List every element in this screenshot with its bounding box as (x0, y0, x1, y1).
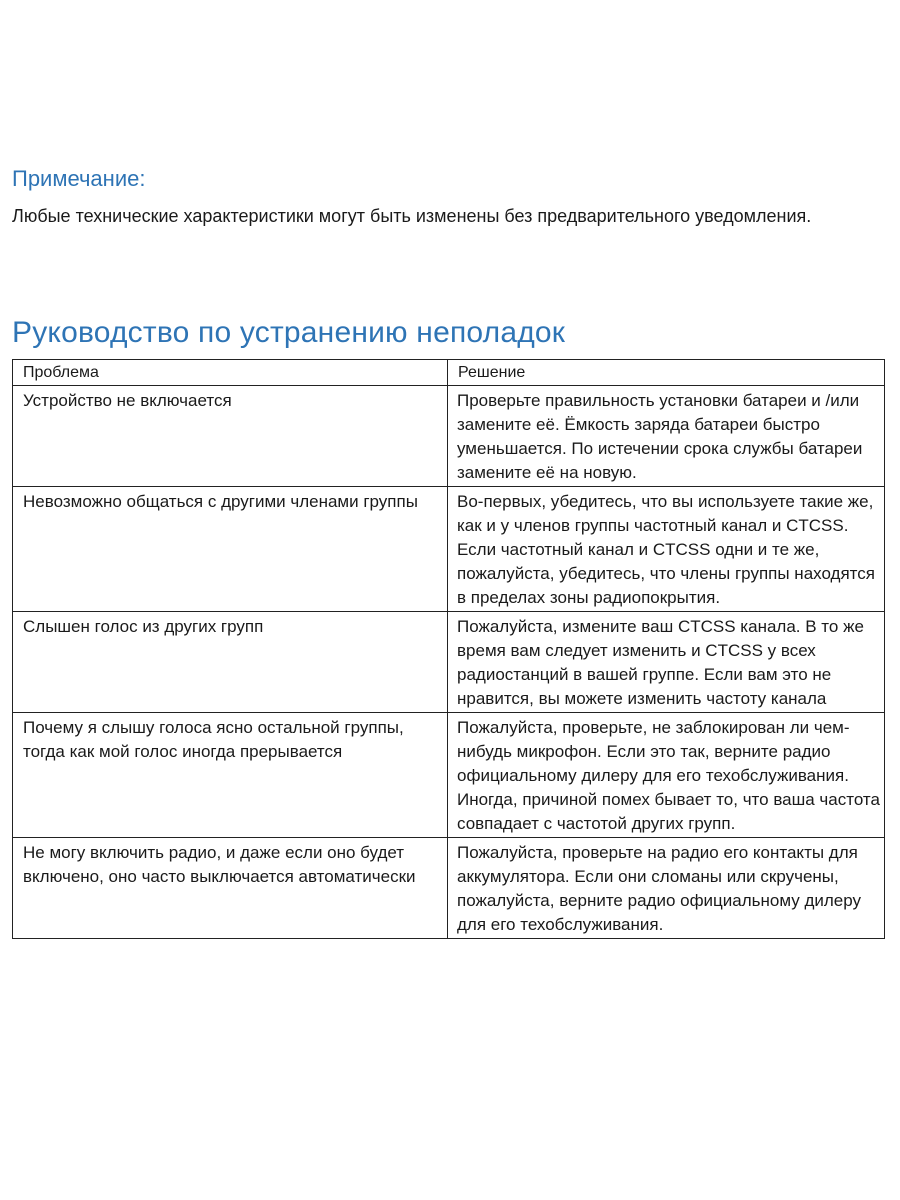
solution-cell: Пожалуйста, проверьте, не заблокирован ли чем-нибудь микрофон. Если это так, верните радио официальному дилеру для его техобслуживания. Иногда, причиной помех бывает то, что ваша частота совпадает с частотой других групп. (448, 713, 885, 838)
problem-cell: Почему я слышу голоса ясно остальной группы, тогда как мой голос иногда прерывается (13, 713, 448, 838)
table-row (13, 487, 885, 612)
solution-cell: Пожалуйста, проверьте на радио его контакты для аккумулятора. Если они сломаны или скручены, пожалуйста, верните радио официальному дилеру для его техобслуживания. (448, 838, 885, 939)
note-heading: Примечание: (12, 166, 146, 191)
note-text: Любые технические характеристики могут быть изменены без предварительного уведомления. (12, 206, 812, 226)
table-row (13, 612, 885, 713)
problem-cell: Не могу включить радио, и даже если оно будет включено, оно часто выключается автоматически (13, 838, 448, 939)
problem-cell: Невозможно общаться с другими членами группы (13, 487, 448, 612)
table-row (13, 713, 885, 838)
table-row (13, 386, 885, 487)
solution-cell: Пожалуйста, измените ваш CTCSS канала. В то же время вам следует изменить и CTCSS у всех радиостанций в вашей группе. Если вам это не нравится, вы можете изменить частоту канала (448, 612, 885, 713)
table-row (13, 838, 885, 939)
header-problem: Проблема (13, 360, 448, 386)
table-header-row (13, 360, 885, 386)
solution-cell: Проверьте правильность установки батареи и /или замените её. Ёмкость заряда батареи быстро уменьшается. По истечении срока службы батареи замените её на новую. (448, 386, 885, 487)
solution-cell: Во-первых, убедитесь, что вы используете такие же, как и у членов группы частотный канал и CTCSS. Если частотный канал и CTCSS одни и те же, пожалуйста, убедитесь, что члены группы находятся в пределах зоны радиопокрытия. (448, 487, 885, 612)
problem-cell: Устройство не включается (13, 386, 448, 487)
problem-cell: Слышен голос из других групп (13, 612, 448, 713)
header-solution: Решение (448, 360, 885, 386)
troubleshooting-table (12, 359, 885, 939)
troubleshooting-title: Руководство по устранению неполадок (12, 316, 566, 349)
